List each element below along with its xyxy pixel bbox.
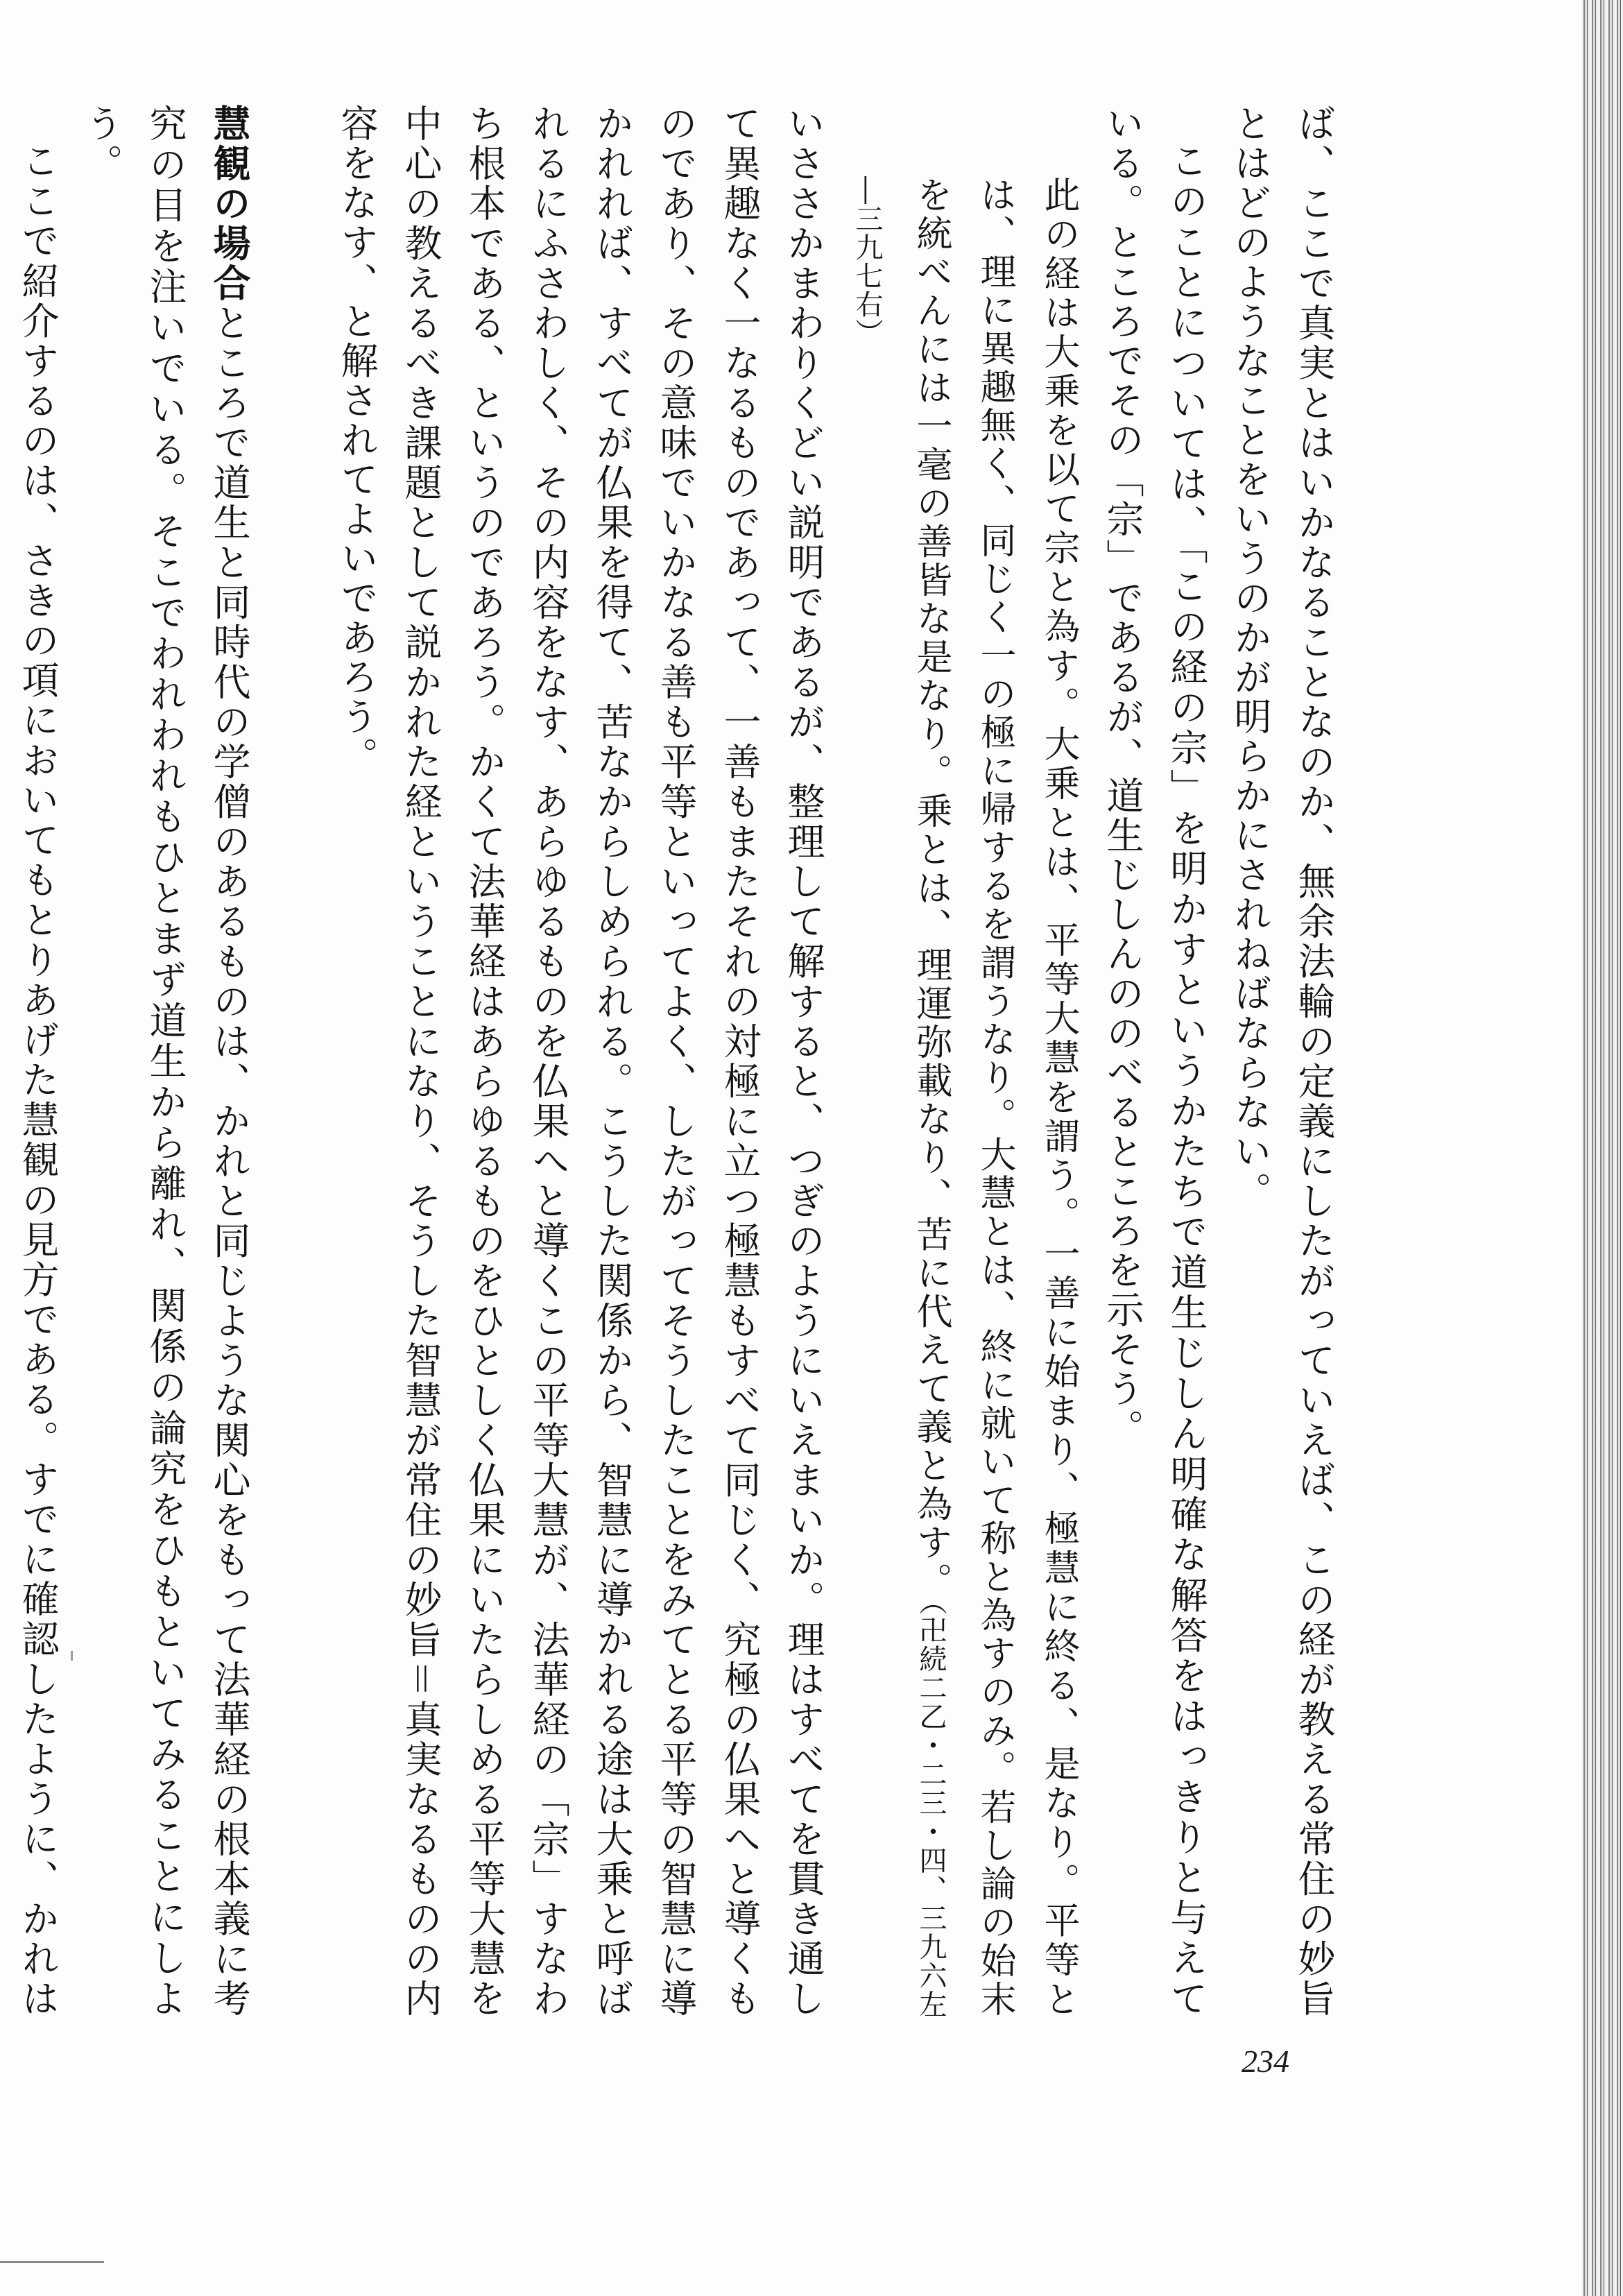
paragraph-text: ところで道生と同時代の学僧のあるものは、かれと同じような関心をもって法華経の根本義に考究の目を注いでいる。そこでわれわれもひとまず道生から離れ、関係の論究をひもといてみることにしよう。	[80, 104, 251, 2019]
paragraph-text: いささかまわりくどい説明であるが、整理して解すると、つぎのようにいえまいか。理はすべてを貫き通して異趣なく一なるものであって、一善もまたそれの対極に立つ極慧もすべて同じく、究極の仏果へと導くものであり、その意味でいかなる善も平等といってよく、したがってそうしたことをみてとる平等の智慧に導かれれば、すべてが仏果を得て、苦なからしめられる。こうした関係から、智慧に導かれる途は大乗と呼ばれるにふさわしく、その内容をなす、あらゆるものを仏果へと導くこの平等大慧が、法華経の「宗」すなわち根本である、というのであろう。かくて法華経はあらゆるものをひとしく仏果にいたらしめる平等大慧を中心の教えるべき課題として説かれた経ということになり、そうした智慧が常住の妙旨＝真実なるものの内容をなす、と解されてよいであろう。	[335, 104, 825, 2019]
paragraph-intro-quote	[1090, 104, 1218, 2019]
paragraph-continued	[0, 104, 69, 2019]
section-heading: 慧観の場合	[207, 104, 251, 304]
paragraph-text: ば、ここで真実とはいかなることなのか、無余法輪の定義にしたがっていえば、この経が教える常住の妙旨とはどのようなことをいうのかが明らかにされねばならない。	[1228, 104, 1336, 2019]
paragraph-section-eguan	[69, 104, 261, 2019]
paragraph-text: このことについては、「この経の宗」を明かすというかたちで道生じしん明確な解答をはっきりと与えている。ところでその「宗」であるが、道生じしんののべるところを示そう。	[1101, 104, 1208, 2019]
scan-edge-line	[0, 2261, 104, 2263]
paragraph-opening	[1218, 104, 1346, 2019]
page-number: 234	[1242, 2044, 1289, 2079]
scan-speck	[71, 1651, 73, 1661]
vertical-text-body	[0, 104, 1346, 2019]
paragraph-text: ここで紹介するのは、さきの項においてもとりあげた慧観の見方である。すでに確認したように、かれは	[16, 142, 60, 2019]
section-spacer	[261, 104, 325, 2019]
book-binding-edge	[1581, 0, 1623, 2296]
block-quotation	[835, 104, 1090, 2019]
quotation-text: 此の経は大乗を以て宗と為す。大乗とは、平等大慧を謂う。一善に始まり、極慧に終る、是なり。平等とは、理に異趣無く、同じく一の極に帰するを謂うなり。大慧とは、終に就いて称と為すのみ。若し論の始末を統べんには一毫の善皆な是なり。乗とは、理運弥載なり、苦に代えて義と為す。	[910, 176, 1079, 2019]
quotation-citation: （卍続二乙・二三・四、三九六左―三九七右）	[851, 176, 947, 2019]
paragraph-interpretation	[325, 104, 835, 2019]
